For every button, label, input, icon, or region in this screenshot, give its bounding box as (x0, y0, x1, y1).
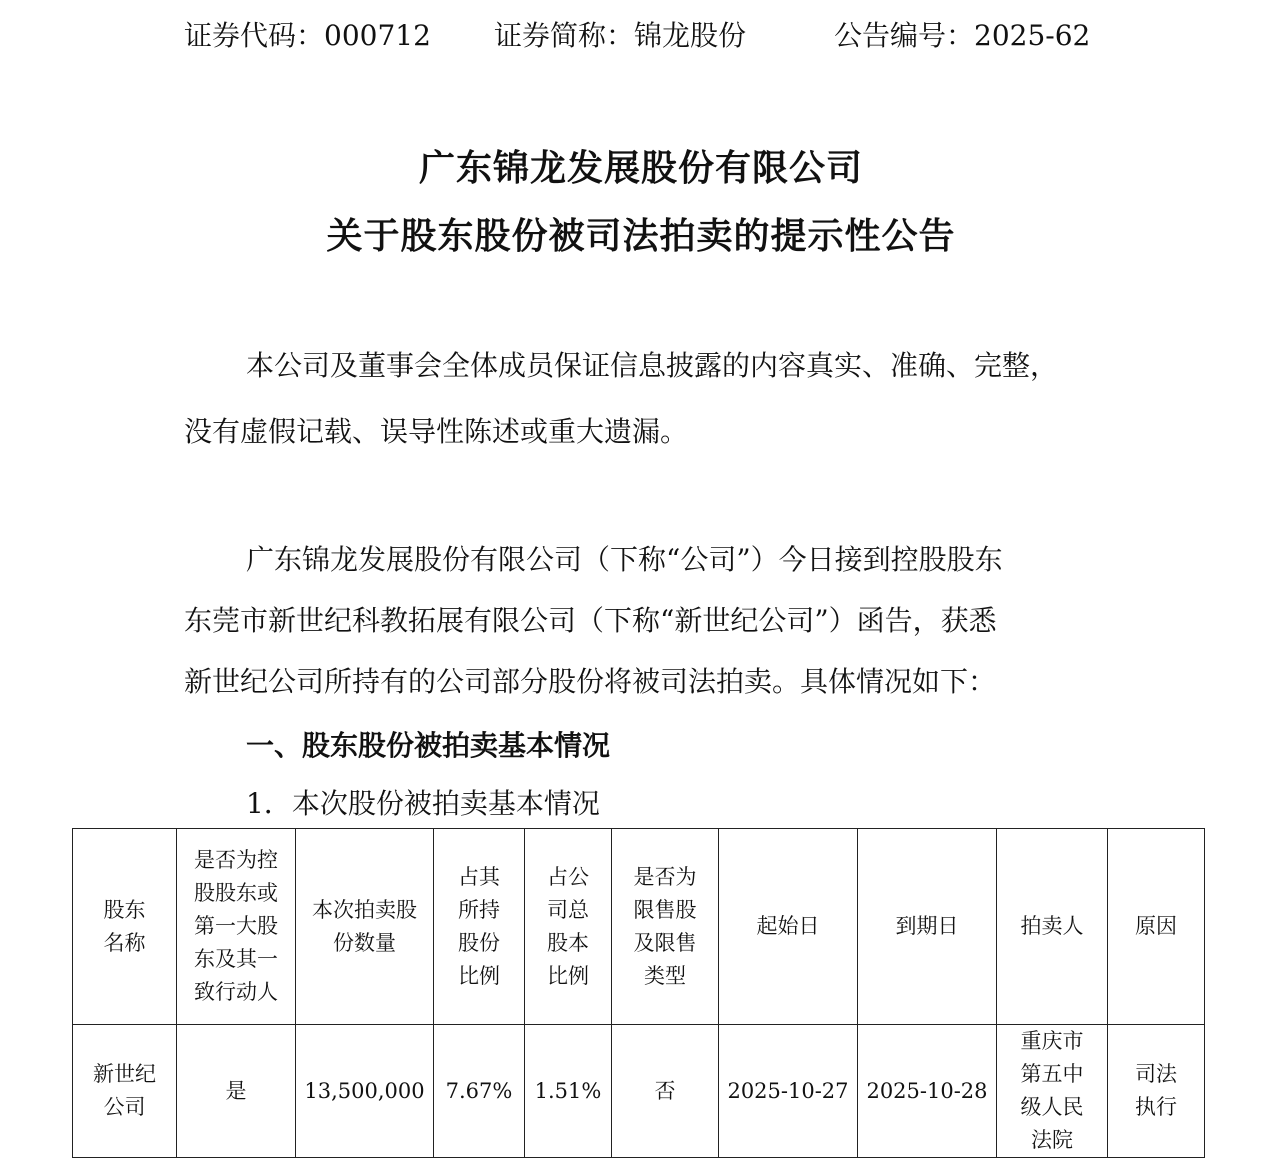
section-subheading: 1．本次股份被拍卖基本情况 (246, 787, 600, 820)
header-held-ratio: 占其所持股份比例 (434, 829, 525, 1025)
cell-shareholder-name: 新世纪公司 (73, 1025, 177, 1158)
header-total-ratio: 占公司总股本比例 (525, 829, 612, 1025)
cell-reason: 司法执行 (1108, 1025, 1205, 1158)
notice-number: 公告编号：2025-62 (834, 19, 1091, 52)
header-controlling-shareholder: 是否为控股股东或第一大股东及其一致行动人 (177, 829, 296, 1025)
announcement-title: 关于股东股份被司法拍卖的提示性公告 (326, 216, 956, 257)
header-start-date: 起始日 (719, 829, 858, 1025)
section-heading: 一、股东股份被拍卖基本情况 (246, 729, 611, 762)
statement-line-1: 本公司及董事会全体成员保证信息披露的内容真实、准确、完整， (246, 349, 1059, 382)
stock-code: 证券代码：000712 (184, 19, 431, 52)
cell-controlling-shareholder: 是 (177, 1025, 296, 1158)
body-line-3: 新世纪公司所持有的公司部分股份将被司法拍卖。具体情况如下： (184, 665, 997, 698)
header-auctioneer: 拍卖人 (997, 829, 1108, 1025)
cell-held-ratio: 7.67% (434, 1025, 525, 1158)
stock-name: 证券简称：锦龙股份 (494, 19, 747, 52)
cell-start-date: 2025-10-27 (719, 1025, 858, 1158)
header-restricted-type: 是否为限售股及限售类型 (612, 829, 719, 1025)
company-title: 广东锦龙发展股份有限公司 (418, 148, 863, 189)
header-reason: 原因 (1108, 829, 1205, 1025)
cell-end-date: 2025-10-28 (858, 1025, 997, 1158)
table-header-row (73, 829, 1205, 1025)
auction-table (72, 828, 1205, 1158)
table-row (73, 1025, 1205, 1158)
cell-auction-quantity: 13,500,000 (296, 1025, 434, 1158)
cell-auctioneer: 重庆市第五中级人民法院 (997, 1025, 1108, 1158)
cell-total-ratio: 1.51% (525, 1025, 612, 1158)
body-line-1: 广东锦龙发展股份有限公司（下称“公司”）今日接到控股股东 (246, 543, 1003, 576)
header-end-date: 到期日 (858, 829, 997, 1025)
cell-restricted-type: 否 (612, 1025, 719, 1158)
header-shareholder-name: 股东名称 (73, 829, 177, 1025)
header-auction-quantity: 本次拍卖股份数量 (296, 829, 434, 1025)
statement-line-2: 没有虚假记载、误导性陈述或重大遗漏。 (184, 415, 689, 448)
body-line-2: 东莞市新世纪科教拓展有限公司（下称“新世纪公司”）函告，获悉 (184, 604, 997, 637)
